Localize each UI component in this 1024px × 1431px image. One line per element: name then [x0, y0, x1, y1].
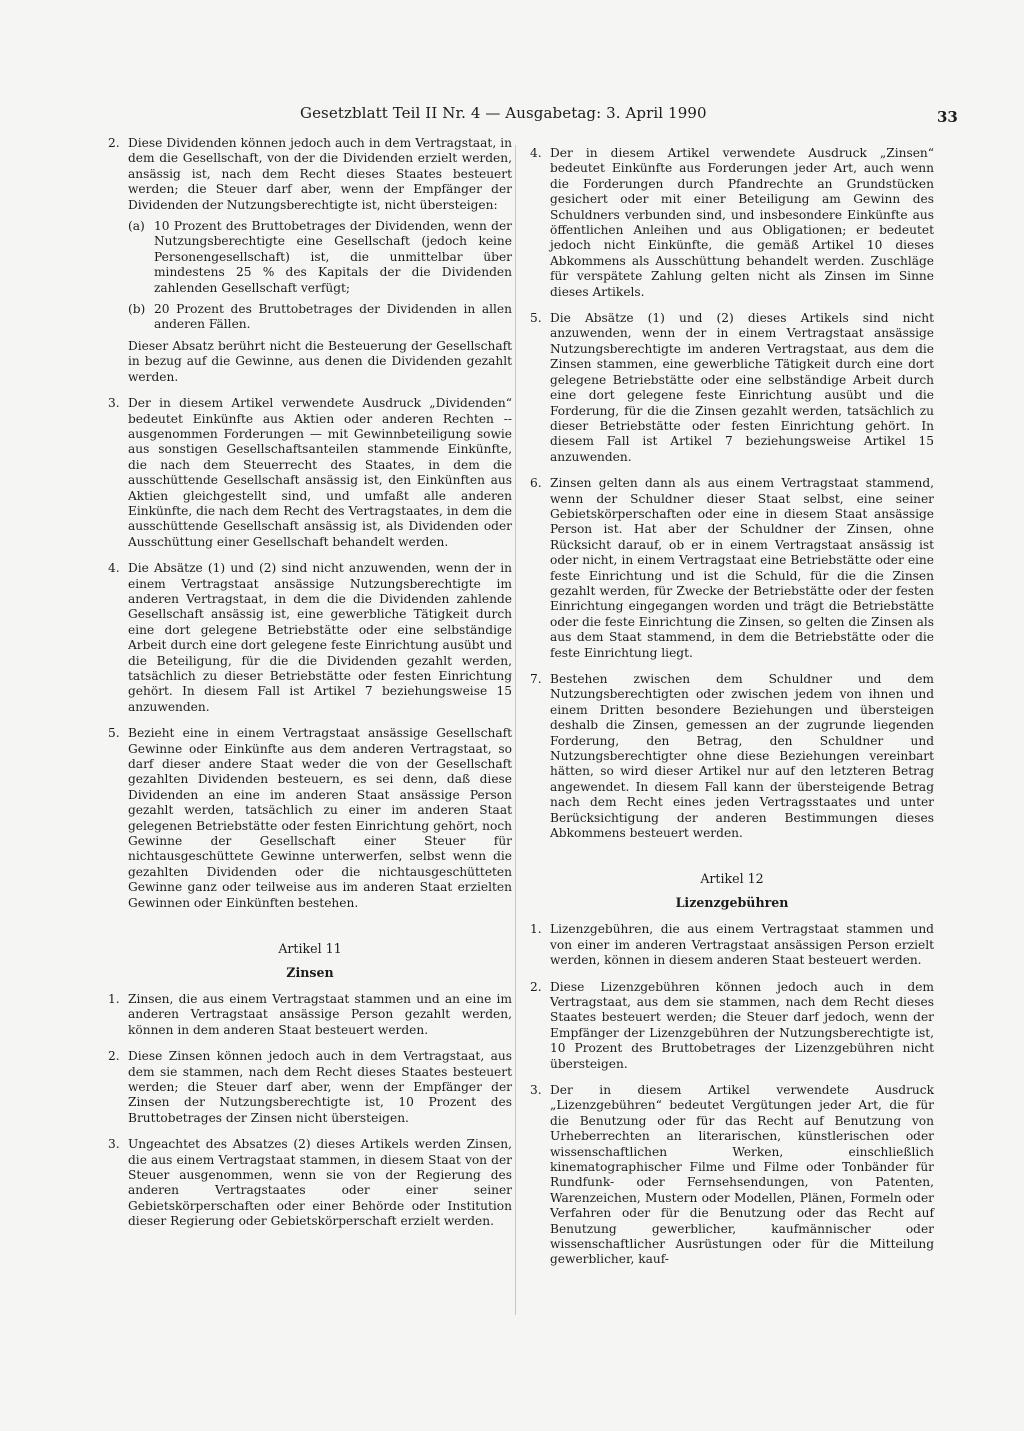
paragraph	[530, 672, 934, 841]
paragraph-text: Diese Lizenzgebühren können jedoch auch in dem Vertragstaat, aus dem sie stammen, nach dem Recht dieses Staates besteuert werden; die Steuer darf jedoch, wenn der Empfänger der Lizenzgebühren der Nutzungsberechtigte ist, 10 Prozent des Bruttobetrages der Lizenzgebühren nicht übersteigen.	[550, 979, 934, 1071]
paragraph-number: 3.	[108, 1137, 120, 1152]
paragraph-number: 3.	[530, 1082, 542, 1097]
article-heading: Artikel 11	[278, 941, 342, 957]
sub-item-text: 10 Prozent des Bruttobetrages der Dividenden, wenn der Nutzungsberechtigte eine Gesellschaft (jedoch keine Personengesellschaft) ist, die unmittelbar über mindestens 25 % des Kapitals der die Dividenden zahlenden Gesellschaft verfügt;	[154, 219, 512, 295]
article-heading: Artikel 12	[700, 871, 764, 887]
paragraph-number: 2.	[530, 979, 542, 994]
article-subheading: Zinsen	[286, 964, 334, 980]
page-header	[0, 104, 1024, 128]
paragraph	[530, 146, 934, 300]
paragraph-text: Der in diesem Artikel verwendete Ausdruck „Zinsen“ bedeutet Einkünfte aus Forderungen jeder Art, auch wenn die Forderungen durch Pfandrechte an Grundstücken gesichert oder mit einer Beteiligung am Gewinn des Schuldners verbunden sind, und insbesondere Einkünfte aus öffentlichen Anleihen und aus Obligationen; er bedeutet jedoch nicht Einkünfte, die gemäß Artikel 10 dieses Abkommens als Ausschüttung behandelt werden. Zuschläge für verspätete Zahlung gelten nicht als Zinsen im Sinne dieses Artikels.	[550, 146, 934, 299]
paragraph	[108, 396, 512, 550]
paragraph-note: Dieser Absatz berührt nicht die Besteuerung der Gesellschaft in bezug auf die Gewinne, aus denen die Dividenden gezahlt werden.	[128, 338, 512, 384]
paragraph-text: Bestehen zwischen dem Schuldner und dem Nutzungsberechtigten oder zwischen jedem von ihnen und einem Dritten besondere Beziehungen und übersteigen deshalb die Zinsen, gemessen an der zugrunde liegenden Forderung, den Betrag, den Schuldner und Nutzungsberechtigter ohne diese Beziehungen vereinbart hätten, so wird dieser Artikel nur auf den letzteren Betrag angewendet. In diesem Fall kann der übersteigende Betrag nach dem Recht eines jeden Vertragsstaates und unter Berücksichtigung der anderen Bestimmungen dieses Abkommens besteuert werden.	[550, 672, 934, 841]
sub-item-label: (b)	[128, 302, 146, 317]
paragraph-number: 4.	[530, 146, 542, 160]
paragraph-text: Die Absätze (1) und (2) sind nicht anzuwenden, wenn der in einem Vertragstaat ansässige Nutzungsberechtigte im anderen Vertragstaat, in dem die die Dividenden zahlende Gesellschaft ansässig ist, eine gewerbliche Tätigkeit durch eine dort gelegene Betriebstätte oder eine selbständige Arbeit durch eine dort gelegene feste Einrichtung ausübt und die Beteiligung, für die die Dividenden gezahlt werden, tatsächlich zu dieser Betriebstätte oder festen Einrichtung gehört. In diesem Fall ist Artikel 7 beziehungsweise 15 anzuwenden.	[128, 561, 512, 714]
paragraph-text: Lizenzgebühren, die aus einem Vertragstaat stammen und von einer im anderen Vertragstaat ansässigen Person erzielt werden, können in diesem anderen Staat besteuert werden.	[550, 922, 934, 968]
paragraph	[108, 1049, 512, 1126]
right-column	[530, 146, 934, 1279]
paragraph-text: Bezieht eine in einem Vertragstaat ansässige Gesellschaft Gewinne oder Einkünfte aus dem anderen Vertragstaat, so darf dieser andere Staat weder die von der Gesellschaft gezahlten Dividenden besteuern, es sei denn, daß diese Dividenden an eine im anderen Staat ansässige Person gezahlt werden, tatsächlich zu einer im anderen Staat gelegenen Betriebstätte oder festen Einrichtung gehört, noch Gewinne der Gesellschaft einer Steuer für nichtausgeschüttete Gewinne unterwerfen, selbst wenn die gezahlten Dividenden oder die nichtausgeschütteten Gewinne ganz oder teilweise aus im anderen Staat erzielten Gewinnen oder Einkünften bestehen.	[128, 726, 512, 910]
paragraph	[530, 980, 934, 1072]
paragraph	[530, 922, 934, 968]
paragraph-text: Diese Zinsen können jedoch auch in dem Vertragstaat, aus dem sie stammen, nach dem Recht dieses Staates besteuert werden; die Steuer darf aber, wenn der Empfänger der Zinsen der Nutzungsberechtigte ist, 10 Prozent des Bruttobetrages der Zinsen nicht übersteigen.	[128, 1049, 512, 1125]
paragraph-text: Ungeachtet des Absatzes (2) dieses Artikels werden Zinsen, die aus einem Vertragstaat stammen, in diesem Staat von der Steuer ausgenommen, wenn sie von der Regierung des anderen Vertragstaates oder einer seiner Gebietskörperschaften oder einer Behörde oder Institution dieser Regierung oder Gebietskörperschaft erzielt werden.	[128, 1137, 512, 1229]
paragraph-number: 1.	[108, 991, 120, 1006]
paragraph-number: 2.	[108, 136, 120, 150]
header-title: Gesetzblatt Teil II Nr. 4 — Ausgabetag: 3. April 1990	[300, 104, 707, 122]
article-subheading: Lizenzgebühren	[675, 894, 789, 910]
paragraph-number: 2.	[108, 1049, 120, 1064]
page-number: 33	[937, 108, 958, 126]
paragraph-body	[128, 136, 512, 385]
paragraph	[530, 476, 934, 661]
paragraph-text: Zinsen, die aus einem Vertragstaat stammen und an eine im anderen Vertragstaat ansässige Person gezahlt werden, können in dem anderen Staat besteuert werden.	[128, 991, 512, 1037]
paragraph	[108, 1137, 512, 1229]
paragraph	[108, 136, 512, 385]
paragraph-text: Der in diesem Artikel verwendete Ausdruck „Lizenzgebühren“ bedeutet Vergütungen jeder Art, die für die Benutzung oder für das Recht auf Benutzung von Urheberrechten an literarischen, künstlerischen oder wissenschaftlichen Werken, einschließlich kinematographischer Filme und Filme oder Tonbänder für Rundfunk- oder Fernsehsendungen, von Patenten, Warenzeichen, Mustern oder Modellen, Plänen, Formeln oder Verfahren oder für die Benutzung oder das Recht auf Benutzung gewerblicher, kaufmännischer oder wissenschaftlicher Ausrüstungen oder für die Mitteilung gewerblicher, kauf-	[550, 1082, 934, 1267]
paragraph	[530, 1083, 934, 1268]
column-divider	[515, 145, 516, 1315]
paragraph	[108, 726, 512, 911]
paragraph-number: 3.	[108, 396, 120, 411]
sub-item	[128, 219, 512, 296]
paragraph-text: Die Absätze (1) und (2) dieses Artikels sind nicht anzuwenden, wenn der in einem Vertragstaat ansässige Nutzungsberechtigte im anderen Vertragstaat, aus dem die Zinsen stammen, eine gewerbliche Tätigkeit durch eine dort gelegene Betriebstätte oder eine selbständige Arbeit durch eine dort gelegene feste Einrichtung ausübt und die Forderung, für die die Zinsen gezahlt werden, tatsächlich zu dieser Betriebstätte oder festen Einrichtung gehört. In diesem Fall ist Artikel 7 beziehungsweise Artikel 15 anzuwenden.	[550, 311, 934, 464]
paragraph-text: Der in diesem Artikel verwendete Ausdruck „Dividenden“ bedeutet Einkünfte aus Aktien oder anderen Rechten -- ausgenommen Forderungen — mit Gewinnbeteiligung sowie aus sonstigen Gesellschaftsanteilen stammende Einkünfte, die nach dem Steuerrecht des Staates, in dem die ausschüttende Gesellschaft ansässig ist, den Einkünften aus Aktien gleichgestellt sind, und umfaßt alle anderen Einkünfte, die nach dem Recht des Vertragstaates, in dem die ausschüttende Gesellschaft ansässig ist, als Dividenden oder Ausschüttung einer Gesellschaft behandelt werden.	[128, 396, 512, 549]
paragraph-number: 5.	[530, 311, 542, 326]
paragraph-number: 7.	[530, 672, 542, 686]
paragraph	[530, 311, 934, 465]
paragraph	[108, 992, 512, 1038]
sub-item	[128, 302, 512, 333]
paragraph-text: Zinsen gelten dann als aus einem Vertragstaat stammend, wenn der Schuldner dieser Staat selbst, eine seiner Gebietskörperschaften oder eine in diesem Staat ansässige Person ist. Hat aber der Schuldner der Zinsen, ohne Rücksicht darauf, ob er in einem Vertragstaat ansässig ist oder nicht, in einem Vertragstaat eine Betriebstätte oder eine feste Einrichtung und ist die Schuld, für die die Zinsen gezahlt werden, für Zwecke der Betriebstätte oder der festen Einrichtung eingegangen worden und trägt die Betriebstätte oder die feste Einrichtung die Zinsen, so gelten die Zinsen als aus dem Staat stammend, in dem die Betriebstätte oder die feste Einrichtung liegt.	[550, 476, 935, 660]
paragraph-number: 1.	[530, 922, 542, 937]
sub-item-label: (a)	[128, 219, 145, 234]
paragraph-number: 6.	[530, 476, 542, 491]
paragraph-number: 5.	[108, 726, 120, 741]
left-column	[108, 136, 512, 1241]
paragraph-text: Diese Dividenden können jedoch auch in dem Vertragstaat, in dem die Gesellschaft, von der die Dividenden erzielt werden, ansässig ist, nach dem Recht dieses Staates besteuert werden; die Steuer darf aber, wenn der Empfänger der Dividenden der Nutzungsberechtigte ist, nicht übersteigen:	[128, 136, 512, 212]
paragraph	[108, 561, 512, 715]
paragraph-number: 4.	[108, 561, 120, 576]
sub-item-text: 20 Prozent des Bruttobetrages der Dividenden in allen anderen Fällen.	[154, 302, 512, 332]
